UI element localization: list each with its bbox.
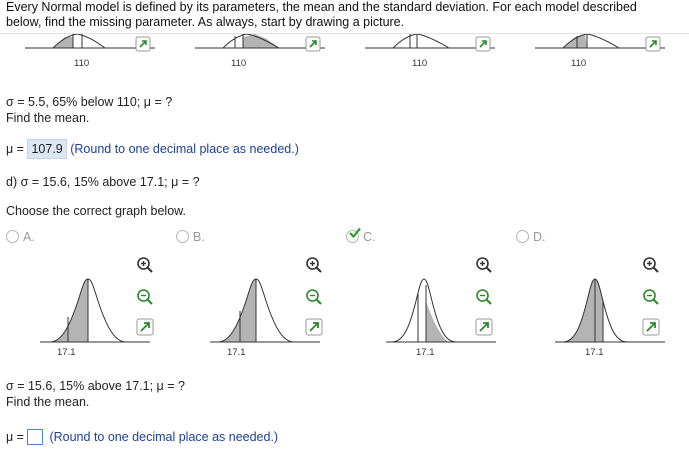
previous-graph-tick: 110: [74, 58, 90, 69]
option-d-graph: [555, 265, 675, 360]
part-d-restated-prompt: Find the mean.: [6, 395, 90, 409]
previous-graph-a: [25, 34, 185, 72]
zoom-in-icon[interactable]: [305, 256, 323, 274]
option-b[interactable]: [176, 229, 205, 245]
popout-icon[interactable]: [136, 318, 154, 336]
part-d-choose: [6, 203, 186, 219]
popout-icon[interactable]: [305, 318, 323, 336]
option-a-graph: [40, 265, 160, 360]
option-b-graph: [210, 265, 330, 360]
previous-graphs-strip: [0, 34, 689, 72]
option-c-radio[interactable]: [346, 230, 359, 243]
instructions-header: [0, 0, 689, 34]
option-d-tick: 17.1: [585, 347, 604, 358]
popout-icon[interactable]: [135, 36, 153, 54]
previous-graph-tick: 110: [412, 58, 428, 69]
part-c-answer-prefix: μ =: [6, 142, 24, 156]
option-c[interactable]: [346, 229, 376, 245]
option-d-radio[interactable]: [516, 230, 529, 243]
popout-icon[interactable]: [642, 318, 660, 336]
part-d-restated: [6, 378, 185, 410]
part-c-answer-line: [6, 139, 299, 159]
previous-graph-d: [535, 34, 689, 72]
previous-graph-tick: 110: [571, 58, 587, 69]
option-c-tick: 17.1: [416, 347, 435, 358]
option-d-label: D.: [533, 230, 546, 244]
part-d-mean-input[interactable]: [27, 429, 43, 445]
zoom-in-icon[interactable]: [642, 256, 660, 274]
popout-icon[interactable]: [305, 36, 323, 54]
zoom-in-icon[interactable]: [136, 256, 154, 274]
option-a-radio[interactable]: [6, 230, 19, 243]
option-b-radio[interactable]: [176, 230, 189, 243]
part-c-question: [6, 94, 172, 126]
part-c-answer-value[interactable]: 107.9: [27, 139, 66, 159]
instructions-line-1: Every Normal model is defined by its parameters, the mean and the standard deviation. For each model described: [6, 0, 637, 14]
option-c-graph: [386, 265, 506, 360]
option-a[interactable]: [6, 229, 35, 245]
part-c-answer-hint: (Round to one decimal place as needed.): [70, 142, 299, 156]
part-d-problem: d) σ = 15.6, 15% above 17.1; μ = ?: [6, 175, 200, 189]
part-d-input-prefix: μ =: [6, 430, 24, 444]
part-d-input-hint: (Round to one decimal place as needed.): [49, 430, 279, 444]
popout-icon[interactable]: [475, 318, 493, 336]
option-b-tick: 17.1: [227, 347, 246, 358]
option-a-label: A.: [23, 230, 35, 244]
previous-graph-c: [365, 34, 525, 72]
popout-icon[interactable]: [645, 36, 663, 54]
popout-icon[interactable]: [475, 36, 493, 54]
zoom-out-icon[interactable]: [305, 288, 323, 306]
option-d[interactable]: [516, 229, 546, 245]
zoom-out-icon[interactable]: [475, 288, 493, 306]
zoom-out-icon[interactable]: [136, 288, 154, 306]
option-a-tick: 17.1: [57, 347, 76, 358]
option-b-label: B.: [193, 230, 205, 244]
part-c-prompt: Find the mean.: [6, 111, 90, 125]
part-d-restated-problem: σ = 15.6, 15% above 17.1; μ = ?: [6, 379, 185, 393]
part-c-problem: σ = 5.5, 65% below 110; μ = ?: [6, 95, 173, 109]
part-d-choose-prompt: Choose the correct graph below.: [6, 204, 186, 218]
part-d-answer-line: [6, 428, 278, 446]
previous-graph-tick: 110: [231, 58, 247, 69]
previous-graph-b: [195, 34, 355, 72]
option-c-label: C.: [363, 230, 376, 244]
part-d-question: [6, 174, 200, 190]
checkmark-icon: [349, 227, 361, 239]
instructions-line-2: below, find the missing parameter. As always, start by drawing a picture.: [6, 15, 405, 29]
zoom-out-icon[interactable]: [642, 288, 660, 306]
zoom-in-icon[interactable]: [475, 256, 493, 274]
